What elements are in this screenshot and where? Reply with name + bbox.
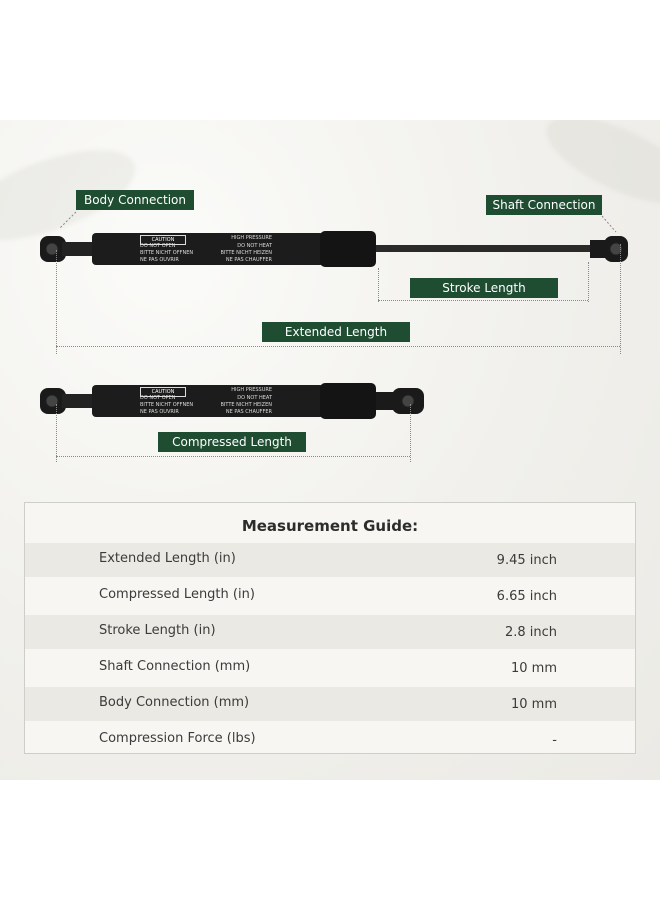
compressed-start-line xyxy=(56,404,57,462)
warning-text: BITTE NICHT HEIZEN xyxy=(220,250,272,256)
stroke-dimension-line xyxy=(378,300,588,301)
guide-title: Measurement Guide: xyxy=(241,517,419,535)
warning-text: DO NOT OPEN xyxy=(140,243,176,249)
body-connection-label: Body Connection xyxy=(76,190,194,210)
table-row xyxy=(25,687,635,721)
warning-text: DO NOT OPEN xyxy=(140,395,176,401)
stroke-start-line xyxy=(378,268,379,302)
row-label: Shaft Connection (mm) xyxy=(99,659,251,674)
row-value: 9.45 inch xyxy=(496,553,557,568)
warning-text: HIGH PRESSURE xyxy=(231,235,272,241)
row-value: - xyxy=(552,733,557,748)
compressed-dimension-line xyxy=(56,456,410,457)
compressed-strut xyxy=(0,372,660,432)
caution-box: CAUTION xyxy=(140,387,186,397)
row-label: Body Connection (mm) xyxy=(99,695,250,710)
row-value: 10 mm xyxy=(510,661,557,676)
table-row xyxy=(25,543,635,577)
extended-strut xyxy=(0,220,660,280)
row-label: Stroke Length (in) xyxy=(99,623,216,638)
warning-text: NE PAS CHAUFFER xyxy=(225,409,272,415)
stroke-length-label: Stroke Length xyxy=(410,278,558,298)
table-row xyxy=(25,615,635,649)
stroke-end-line xyxy=(588,262,589,302)
extended-dimension-line xyxy=(56,346,620,347)
warning-text: BITTE NICHT OFFNEN xyxy=(140,402,194,408)
row-label: Compression Force (lbs) xyxy=(99,731,256,746)
extended-start-line xyxy=(56,250,57,354)
row-value: 10 mm xyxy=(510,697,557,712)
warning-label-compressed xyxy=(138,386,274,418)
row-label: Extended Length (in) xyxy=(99,551,236,566)
warning-text: BITTE NICHT HEIZEN xyxy=(220,402,272,408)
warning-text: DO NOT HEAT xyxy=(237,395,272,401)
warning-label-extended xyxy=(138,234,274,266)
warning-text: NE PAS CHAUFFER xyxy=(225,257,272,263)
extended-length-label: Extended Length xyxy=(262,322,410,342)
compressed-length-label: Compressed Length xyxy=(158,432,306,452)
warning-text: NE PAS OUVRIR xyxy=(140,409,179,415)
table-row xyxy=(25,579,635,613)
table-row xyxy=(25,651,635,685)
warning-text: DO NOT HEAT xyxy=(237,243,272,249)
compressed-end-line xyxy=(410,404,411,462)
measurement-guide xyxy=(24,502,636,754)
extended-end-line xyxy=(620,244,621,354)
table-row xyxy=(25,723,635,757)
row-label: Compressed Length (in) xyxy=(99,587,255,602)
row-value: 6.65 inch xyxy=(496,589,557,604)
row-value: 2.8 inch xyxy=(504,625,557,640)
caution-box: CAUTION xyxy=(140,235,186,245)
warning-text: HIGH PRESSURE xyxy=(231,387,272,393)
warning-text: BITTE NICHT OFFNEN xyxy=(140,250,194,256)
shaft-connection-label: Shaft Connection xyxy=(486,195,602,215)
warning-text: NE PAS OUVRIR xyxy=(140,257,179,263)
